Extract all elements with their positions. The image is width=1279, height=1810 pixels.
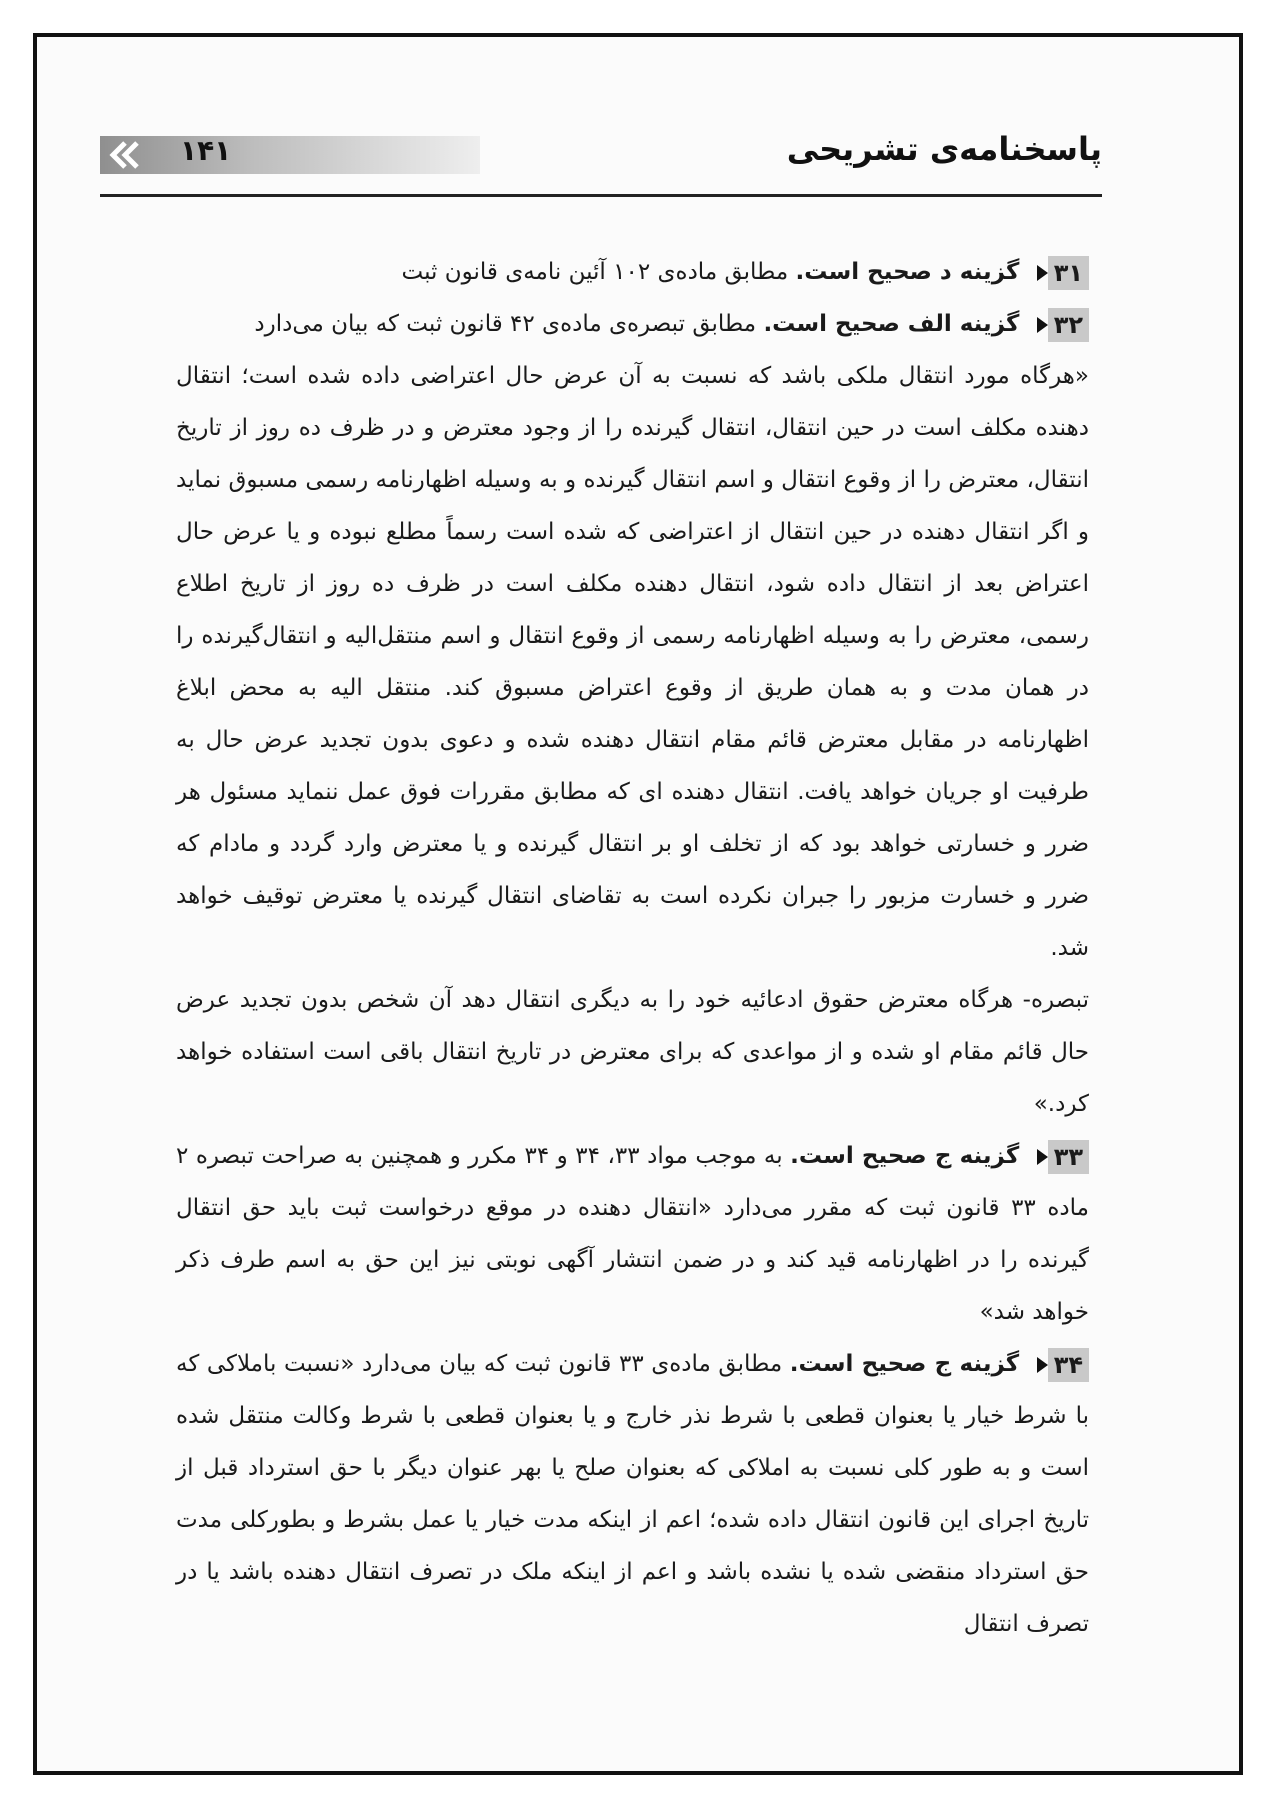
arrow-icon (1037, 1357, 1048, 1373)
arrow-icon (1037, 265, 1048, 281)
answer-label: گزینه د صحیح است. (795, 259, 1020, 285)
answer-text: مطابق ماده‌ی ۳۳ قانون ثبت که بیان می‌دارد «نسبت باملاکی که با شرط خیار یا بعنوان قطعی با شرط نذر خارج و یا بعنوان قطعی با شرط وکالت منتقل شده است و به طور کلی نسبت به املاکی که بعنوان صلح یا بهر عنوان دیگر با حق استرداد قبل از تاریخ اجرای این قانون انتقال داده شده؛ اعم از اینکه مدت خیار یا عمل بشرط و بطورکلی مدت حق استرداد منقضی شده یا نشده باشد و اعم از اینکه ملک در تصرف انتقال دهنده باشد یا در تصرف انتقال (176, 1351, 1089, 1637)
law-note: تبصره- هرگاه معترض حقوق ادعائیه خود را به دیگری انتقال دهد آن شخص بدون تجدید عرض حال قائم مقام او شده و از مواعدی که برای معترض در تاریخ انتقال باقی است استفاده خواهد کرد.» (176, 987, 1089, 1117)
header-band (100, 136, 480, 174)
answer-32 (176, 298, 1089, 1130)
answer-label: گزینه الف صحیح است. (763, 311, 1020, 337)
answer-paragraph (176, 1338, 1089, 1650)
arrow-icon (1037, 317, 1048, 333)
answer-label: گزینه ج صحیح است. (790, 1143, 1020, 1169)
question-number: ۳۲ (1048, 308, 1089, 342)
page-number: ۱۴۱ (180, 134, 232, 167)
answer-paragraph (176, 298, 1089, 350)
question-number: ۳۴ (1048, 1348, 1089, 1382)
arrow-icon (1037, 1149, 1048, 1165)
question-marker (1035, 1348, 1089, 1382)
double-chevron-icon (102, 137, 144, 173)
answers-content (176, 246, 1089, 1650)
page-header (100, 128, 1102, 178)
answer-text: مطابق تبصره‌ی ماده‌ی ۴۲ قانون ثبت که بیان می‌دارد (254, 311, 757, 337)
quoted-law-text: «هرگاه مورد انتقال ملکی باشد که نسبت به آن عرض حال اعتراضی داده شده است؛ انتقال دهنده مکلف است در حین انتقال، انتقال گیرنده را از وجود معترض و در ظرف ده روز از تاریخ انتقال، معترض را از وقوع انتقال و اسم انتقال گیرنده و به وسیله اظهارنامه رسمی مسبوق نماید و اگر انتقال دهنده در حین انتقال از اعتراضی که شده است رسماً مطلع نبوده و یا عرض حال اعتراض بعد از انتقال داده شود، انتقال دهنده مکلف است در ظرف ده روز از تاریخ اطلاع رسمی، معترض را به وسیله اظهارنامه رسمی از وقوع انتقال و اسم منتقل‌الیه و انتقال‌گیرنده را در همان مدت و به همان طریق از وقوع اعتراض مسبوق کند. منتقل الیه به محض ابلاغ اظهارنامه در مقابل معترض قائم مقام انتقال دهنده شده و دعوی بدون تجدید عرض حال به طرفیت او جریان خواهد یافت. انتقال دهنده ای که مطابق مقررات فوق عمل ننماید مسئول هر ضرر و خسارتی خواهد بود که از تخلف او بر انتقال گیرنده و یا معترض وارد گردد و مادام که ضرر و خسارت مزبور را جبران نکرده است به تقاضای انتقال گیرنده یا معترض توقیف خواهد شد. (176, 363, 1089, 961)
question-number: ۳۱ (1048, 256, 1089, 290)
answer-paragraph (176, 246, 1089, 298)
answer-31 (176, 246, 1089, 298)
answer-paragraph (176, 1130, 1089, 1338)
running-title: پاسخنامه‌ی تشریحی (786, 130, 1102, 168)
answer-34 (176, 1338, 1089, 1650)
answer-text: به موجب مواد ۳۳، ۳۴ و ۳۴ مکرر و همچنین به صراحت تبصره ۲ ماده ۳۳ قانون ثبت که مقرر می‌دارد «انتقال دهنده در موقع درخواست ثبت باید حق انتقال گیرنده را در اظهارنامه قید کند و در ضمن انتشار آگهی نوبتی نیز این حق به اسم طرف ذکر خواهد شد» (176, 1143, 1089, 1325)
question-marker (1035, 1140, 1089, 1174)
answer-text: مطابق ماده‌ی ۱۰۲ آئین نامه‌ی قانون ثبت (401, 259, 789, 285)
question-number: ۳۳ (1048, 1140, 1089, 1174)
question-marker (1035, 308, 1089, 342)
question-marker (1035, 256, 1089, 290)
answer-label: گزینه ج صحیح است. (789, 1351, 1020, 1377)
answer-33 (176, 1130, 1089, 1338)
header-rule (100, 194, 1102, 197)
